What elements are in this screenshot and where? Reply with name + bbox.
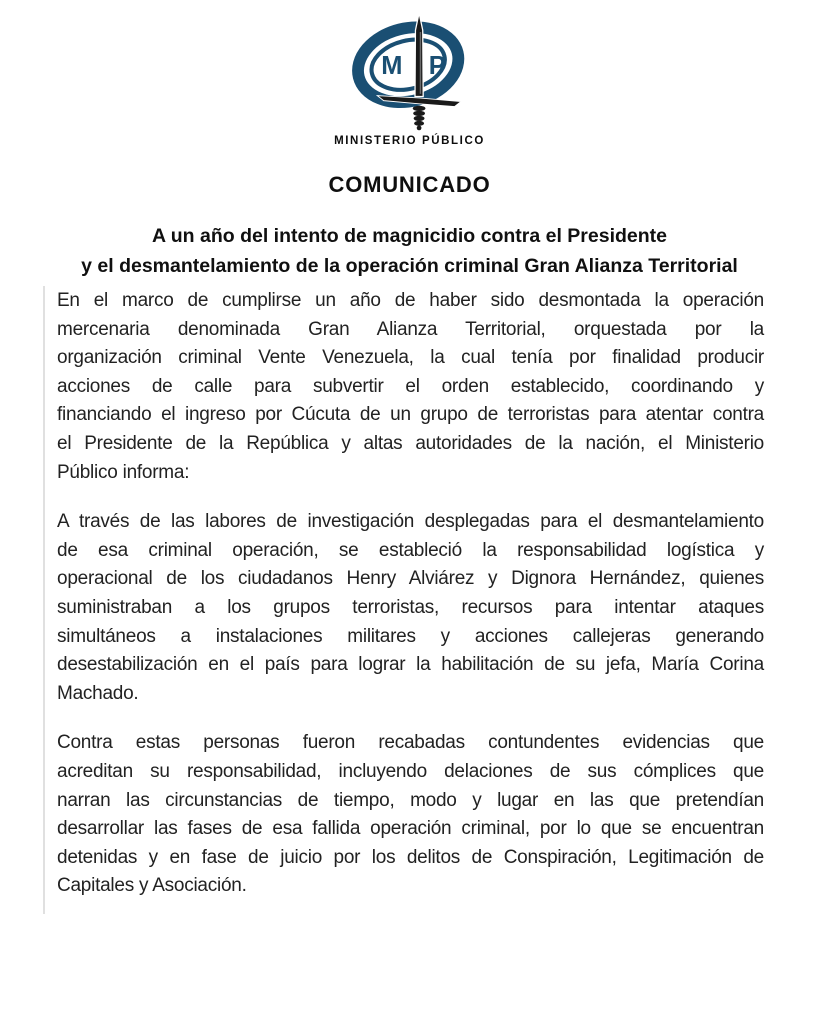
body-paragraph (57, 508, 764, 708)
body-line: Machado. (57, 682, 139, 704)
sword-pommel (416, 126, 421, 131)
logo-caption: MINISTERIO PÚBLICO (334, 135, 485, 147)
mp-logo (0, 12, 819, 147)
body-line: A través de las labores de investigación desplegadas para el desmantelamiento (57, 511, 764, 533)
logo-letter-m: M (380, 51, 402, 80)
body-line: desestabilización en el país para lograr la habilitación de su jefa, María Corina (57, 654, 764, 676)
subtitle-line-1: A un año del intento de magnicidio contra el Presidente (151, 225, 668, 247)
scan-artifact-line (43, 286, 45, 914)
body-line: operacional de los ciudadanos Henry Alviárez y Dignora Hernández, quienes (57, 568, 764, 590)
body-line: narran las circunstancias de tiempo, modo y lugar en las que pretendían (57, 789, 764, 811)
body-line: de esa criminal operación, se estableció la responsabilidad logística y (57, 539, 764, 561)
logo-letter-p: P (428, 51, 446, 80)
body-line: simultáneos a instalaciones militares y acciones callejeras generando (57, 625, 764, 647)
document-body (57, 287, 764, 922)
body-line: En el marco de cumplirse un año de haber sido desmontada la operación (57, 290, 764, 311)
body-line: acciones de calle para subvertir el orden establecido, coordinando y (57, 375, 764, 397)
body-paragraph (57, 729, 764, 901)
sword-grip-coil (414, 121, 424, 126)
body-line: Capitales y Asociación. (57, 875, 247, 897)
body-line: Público informa: (57, 461, 190, 483)
mp-logo-graphic (337, 12, 483, 132)
sword-grip-coil (413, 116, 424, 121)
body-line: acreditan su responsabilidad, incluyendo delaciones de sus cómplices que (57, 760, 764, 782)
body-line: Contra estas personas fueron recabadas contundentes evidencias que (57, 732, 764, 754)
body-line: detenidas y en fase de juicio por los delitos de Conspiración, Legitimación de (57, 846, 764, 868)
body-line: el Presidente de la República y altas autoridades de la nación, el Ministerio (57, 432, 764, 454)
body-line: financiando el ingreso por Cúcuta de un grupo de terroristas para atentar contra (57, 404, 764, 426)
body-line: organización criminal Vente Venezuela, la cual tenía por finalidad producir (57, 347, 764, 369)
sword-grip-coil (413, 111, 425, 116)
body-paragraph (57, 287, 764, 487)
body-line: desarrollar las fases de esa fallida operación criminal, por lo que se encuentran (57, 818, 764, 840)
document-subtitle (0, 221, 819, 281)
sword-blade (415, 13, 423, 97)
body-line: suministraban a los grupos terroristas, recursos para intentar ataques (57, 596, 764, 618)
sword-grip-coil (412, 106, 425, 111)
comunicado-title: COMUNICADO (328, 172, 491, 197)
body-line: mercenaria denominada Gran Alianza Territorial, orquestada por la (57, 318, 764, 340)
subtitle-line-2: y el desmantelamiento de la operación criminal Gran Alianza Territorial (81, 255, 738, 277)
